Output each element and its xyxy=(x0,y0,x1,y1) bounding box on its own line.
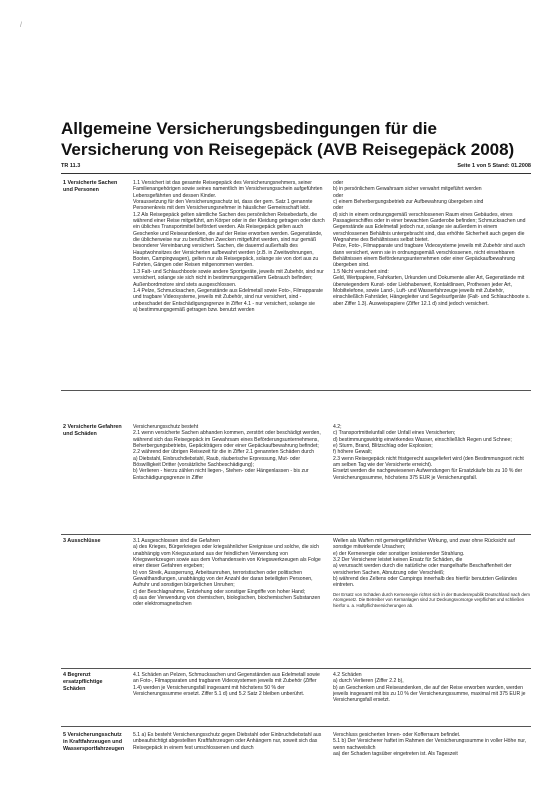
section-column-right xyxy=(333,732,531,788)
paragraph: 4.2; xyxy=(333,424,342,430)
section-column-right xyxy=(333,424,531,532)
paragraph: a) verursacht werden durch die natürliche oder mangelhafte Beschaffenheit der versicherten Sachen, Abnutzung oder Verschleiß; xyxy=(333,563,512,576)
paragraph: d) sich in einem ordnungsgemäß verschlossenen Raum eines Gebäudes, eines Passagierschiffes oder in einer bewachten Garderobe befinden; Schmucksachen und Gegenstände aus Edelmetall jedoch nur, solange sie außerdem in einem verschlossenen Behältnis untergebracht sind, das erhöhte Sicherheit auch gegen die Wegnahme des Behältnisses selbst bietet. xyxy=(333,211,526,244)
paragraph: 2.2 während der übrigen Reisezeit für die in Ziffer 2.1 genannten Schäden durch xyxy=(133,449,315,456)
section-column-left xyxy=(133,538,326,666)
document-subheader xyxy=(61,162,531,174)
page-info: Seite 1 von 5 Stand: 01.2008 xyxy=(457,163,531,169)
paragraph: 4.1 Schäden an Pelzen, Schmucksachen und Gegenständen aus Edelmetall sowie an Foto-, Filmapparaten und tragbaren Videosystemen jeweils mit Zubehör (Ziffer 1.4) werden je Versicherungsfall insgesamt mit höchstens 50 % der Versicherungssumme ersetzt. Ziffer 5.1 d) und 5.2 Satz 2 bleiben unberührt. xyxy=(133,672,320,698)
paragraph: 1.4 Pelze, Schmucksachen, Gegenstände aus Edelmetall sowie Foto-, Filmapparate und tragbare Videosysteme, jeweils mit Zubehör, sind nur versichert, sind - unbeschadet der Entschädigungsgrenze in Ziffer 4.1 - nur versichert, solange sie xyxy=(133,287,323,307)
section-1 xyxy=(61,176,531,391)
paragraph: b) während des Zeltens oder Campings innerhalb des hierfür benutzten Geländes eintreten. xyxy=(333,576,518,589)
corner-mark: / xyxy=(20,22,22,29)
paragraph: 3.1 Ausgeschlossen sind die Gefahren xyxy=(133,538,220,544)
paragraph: b) in persönlichem Gewahrsam sicher verwahrt mitgeführt werden xyxy=(333,186,482,193)
paragraph: e) Sturm, Brand, Blitzschlag oder Explosion; xyxy=(333,443,433,450)
paragraph: e) der Kernenergie oder sonstiger ionisierender Strahlung. xyxy=(333,550,465,557)
section-column-left xyxy=(133,732,326,788)
paragraph: b) an Geschenken und Reiseandenken, die auf der Reise erworben wurden, werden jeweils insgesamt mit bis zu 10 % der Versicherungssumme, maximal mit 375 EUR je Versicherungsfall ersetzt. xyxy=(333,684,526,704)
paragraph: a) des Krieges, Bürgerkrieges oder kriegsähnlicher Ereignisse und solche, die sich unabhängig vom Kriegszustand aus der feindlichen Verwendung von Kriegswerkzeugen sowie aus dem Vorhandensein von Kriegswerkzeugen als Folge einer dieser Gefahren ergeben; xyxy=(133,544,321,570)
paragraph: 1.2 Als Reisegepäck gelten sämtliche Sachen des persönlichen Reisebedarfs, die während einer Reise mitgeführt, am Körper oder in der Kleidung getragen oder durch ein übliches Transportmittel befördert werden. Als Reisegepäck gelten auch Geschenke und Reiseandenken, die auf der Reise erworben werden. Gegenstände, die üblicherweise nur zu beruflichen Zwecken mitgeführt werden, sind nur gemäß besonderer Vereinbarung versichert. Sachen, die dauernd außerhalb des Hauptwohnsitzes der Versicherten aufbewahrt werden (z.B. in Zweitwohnungen, Booten, Campingwagen), gelten nur als Reisegepäck, solange sie von dort aus zu Fahrten, Gängen oder Reisen mitgenommen werden. xyxy=(133,211,325,269)
paragraph: oder xyxy=(333,180,344,186)
section-column-left xyxy=(133,180,326,388)
section-column-right xyxy=(333,672,531,724)
paragraph: 2.1 wenn versicherte Sachen abhanden kommen, zerstört oder beschädigt werden, während sich das Reisegepäck im Gewahrsam eines Beförderungsunternehmens, Beherbergungsbetriebs, Gepäckträgers oder einer Gepäckaufbewahrung befindet; xyxy=(133,430,321,450)
paragraph: Versicherungsschutz besteht xyxy=(133,424,199,430)
paragraph: d) bestimmungswidrig einwirkendes Wasser, einschließlich Regen und Schnee; xyxy=(333,436,512,443)
section-heading: 4 Begrenzt ersatzpflichtige Schäden xyxy=(63,672,103,692)
section-column-left xyxy=(133,424,326,532)
paragraph: f) höhere Gewalt; xyxy=(333,449,373,456)
paragraph: 1.5 Nicht versichert sind: xyxy=(333,268,389,275)
paragraph: 5.1 a) Es besteht Versicherungsschutz gegen Diebstahl oder Einbruchdiebstahl aus unbeaufsichtigt abgestellten Kraftfahrzeugen oder Anhängern nur, soweit sich das Reisegepäck in einem fest umschlossenen und durch xyxy=(133,732,322,751)
paragraph: c) Transportmittelunfall oder Unfall eines Versicherten; xyxy=(333,430,456,437)
paragraph: d) aus der Verwendung von chemischen, biologischen, biochemischen Substanzen oder elektromagnetischen xyxy=(133,595,321,608)
paragraph: Ersetzt werden die nachgewiesenen Aufwendungen für Ersatzkäufe bis zu 10 % der Versicherungssumme, höchstens 375 EUR je Versicherungsfall. xyxy=(333,468,523,481)
paragraph: a) bestimmungsgemäß getragen bzw. benutzt werden xyxy=(133,306,255,313)
document-title: Allgemeine Versicherungsbedingungen für die Versicherung von Reisegepäck (AVB Reisegepäck 2008) xyxy=(61,119,515,159)
paragraph: 1.3 Falt- und Schlauchboote sowie andere Sportgeräte, jeweils mit Zubehör, sind nur versichert, solange sie sich nicht in bestimmungsgemäßem Gebrauch befinden; Außenbordmotore sind stets ausgeschlossen. xyxy=(133,268,324,288)
section-heading: 5 Versicherungsschutz in Kraftfahrzeugen und Wassersportfahrzeugen xyxy=(63,732,125,752)
paragraph: c) einem Beherbergungsbetrieb zur Aufbewahrung übergeben sind xyxy=(333,199,484,206)
section-4 xyxy=(61,668,531,727)
section-3 xyxy=(61,534,531,669)
paragraph: Verschluss gesicherten Innen- oder Kofferraum befindet. xyxy=(333,732,461,738)
paragraph: 3.2 Der Versicherer leistet keinen Ersatz für Schäden, die xyxy=(333,557,463,564)
paragraph: a) durch Verlieren (Ziffer 2.2 b), xyxy=(333,678,404,685)
paragraph: Geld, Wertpapiere, Fahrkarten, Urkunden und Dokumente aller Art, Gegenstände mit überwiegendem Kunst- oder Liebhaberwert, Kontaktlinsen, Prothesen jeder Art, Mobiltelefone, sowie Land-, Luft- und Wasserfahrzeuge jeweils mit Zubehör, einschließlich Fahrräder, Hängegleiter und Segelsurfgeräte (Falt- und Schlauchboote s. aber Ziffer 1.3). Ausweispapiere (Ziffer 12.1 d) sind jedoch versichert. xyxy=(333,275,530,307)
section-heading: 2 Versicherte Gefahren und Schäden xyxy=(63,424,122,437)
paragraph: 4.2 Schäden xyxy=(333,672,362,678)
section-5 xyxy=(61,728,531,786)
section-column-left xyxy=(133,672,326,724)
paragraph: aa) der Schaden tagsüber eingetreten ist. Als Tageszeit xyxy=(333,751,458,758)
paragraph: oder xyxy=(333,192,344,199)
paragraph: 5.1 b) Der Versicherer haftet im Rahmen der Versicherungssumme in voller Höhe nur, wenn nachweislich xyxy=(333,738,527,751)
paragraph: Pelze, Foto-, Filmapparate und tragbare Videosysteme jeweils mit Zubehör sind auch dann versichert, wenn sie in ordnungsgemäß verschlossenen, nicht einsehbaren Behältnissen einem Beförderungsunternehmen oder einer Gepäckaufbewahrung übergeben sind. xyxy=(333,243,526,269)
section-heading: 1 Versicherte Sachen und Personen xyxy=(63,180,118,193)
section-column-right xyxy=(333,180,531,388)
paragraph: Voraussetzung für den Versicherungsschutz ist, dass der gem. Satz 1 genannte Personenkreis mit dem Versicherungsnehmer in häuslicher Gemeinschaft lebt. xyxy=(133,199,313,212)
section-heading: 3 Ausschlüsse xyxy=(63,538,101,544)
paragraph: 2.3 wenn Reisegepäck nicht fristgerecht ausgeliefert wird (den Bestimmungsort nicht am selben Tag wie der Versicherte erreicht). xyxy=(333,455,524,469)
section-2 xyxy=(61,420,531,535)
paragraph: Wellen als Waffen mit gemeingefährlicher Wirkung, und zwar ohne Rücksicht auf sonstige mitwirkende Ursachen; xyxy=(333,538,515,551)
paragraph: b) von Streik, Aussperrung, Arbeitsunruhen, terroristischen oder politischen Gewalthandlungen, unabhängig von der Anzahl der daran beteiligten Personen, Aufruhr und sonstigen bürgerlichen Unruhen; xyxy=(133,569,313,589)
section-column-right xyxy=(333,538,531,666)
paragraph: c) der Beschlagnahme, Entziehung oder sonstiger Eingriffe von hoher Hand; xyxy=(133,588,306,595)
document-code: TR 11.3 xyxy=(61,163,81,169)
paragraph: 1.1 Versichert ist das gesamte Reisegepäck des Versicherungsnehmers, seiner Familienangehörigen sowie seines namentlich im Versicherungsschein aufgeführten Lebensgefährten und dessen Kinder. xyxy=(133,180,323,199)
footnote: Der Ersatz von Schäden durch Kernenergie richtet sich in der Bundesrepublik Deutschland nach dem Atomgesetz. Die Betreiber von Kernanlagen sind zur Deckungsvorsorge verpflichtet und schließen hierfür u. a. Haftpflichtversicherungen ab. xyxy=(333,591,530,608)
paragraph: a) Diebstahl, Einbruchdiebstahl, Raub, räuberische Erpressung, Mut- oder Böswilligkeit Dritter (vorsätzliche Sachbeschädigung); xyxy=(133,455,301,469)
paragraph: b) Verlieren - hierzu zählen nicht liegen-, Stehen- oder Hängenlassen - bis zur Entschädigungsgrenze in Ziffer xyxy=(133,468,309,481)
paragraph: oder xyxy=(333,205,344,212)
